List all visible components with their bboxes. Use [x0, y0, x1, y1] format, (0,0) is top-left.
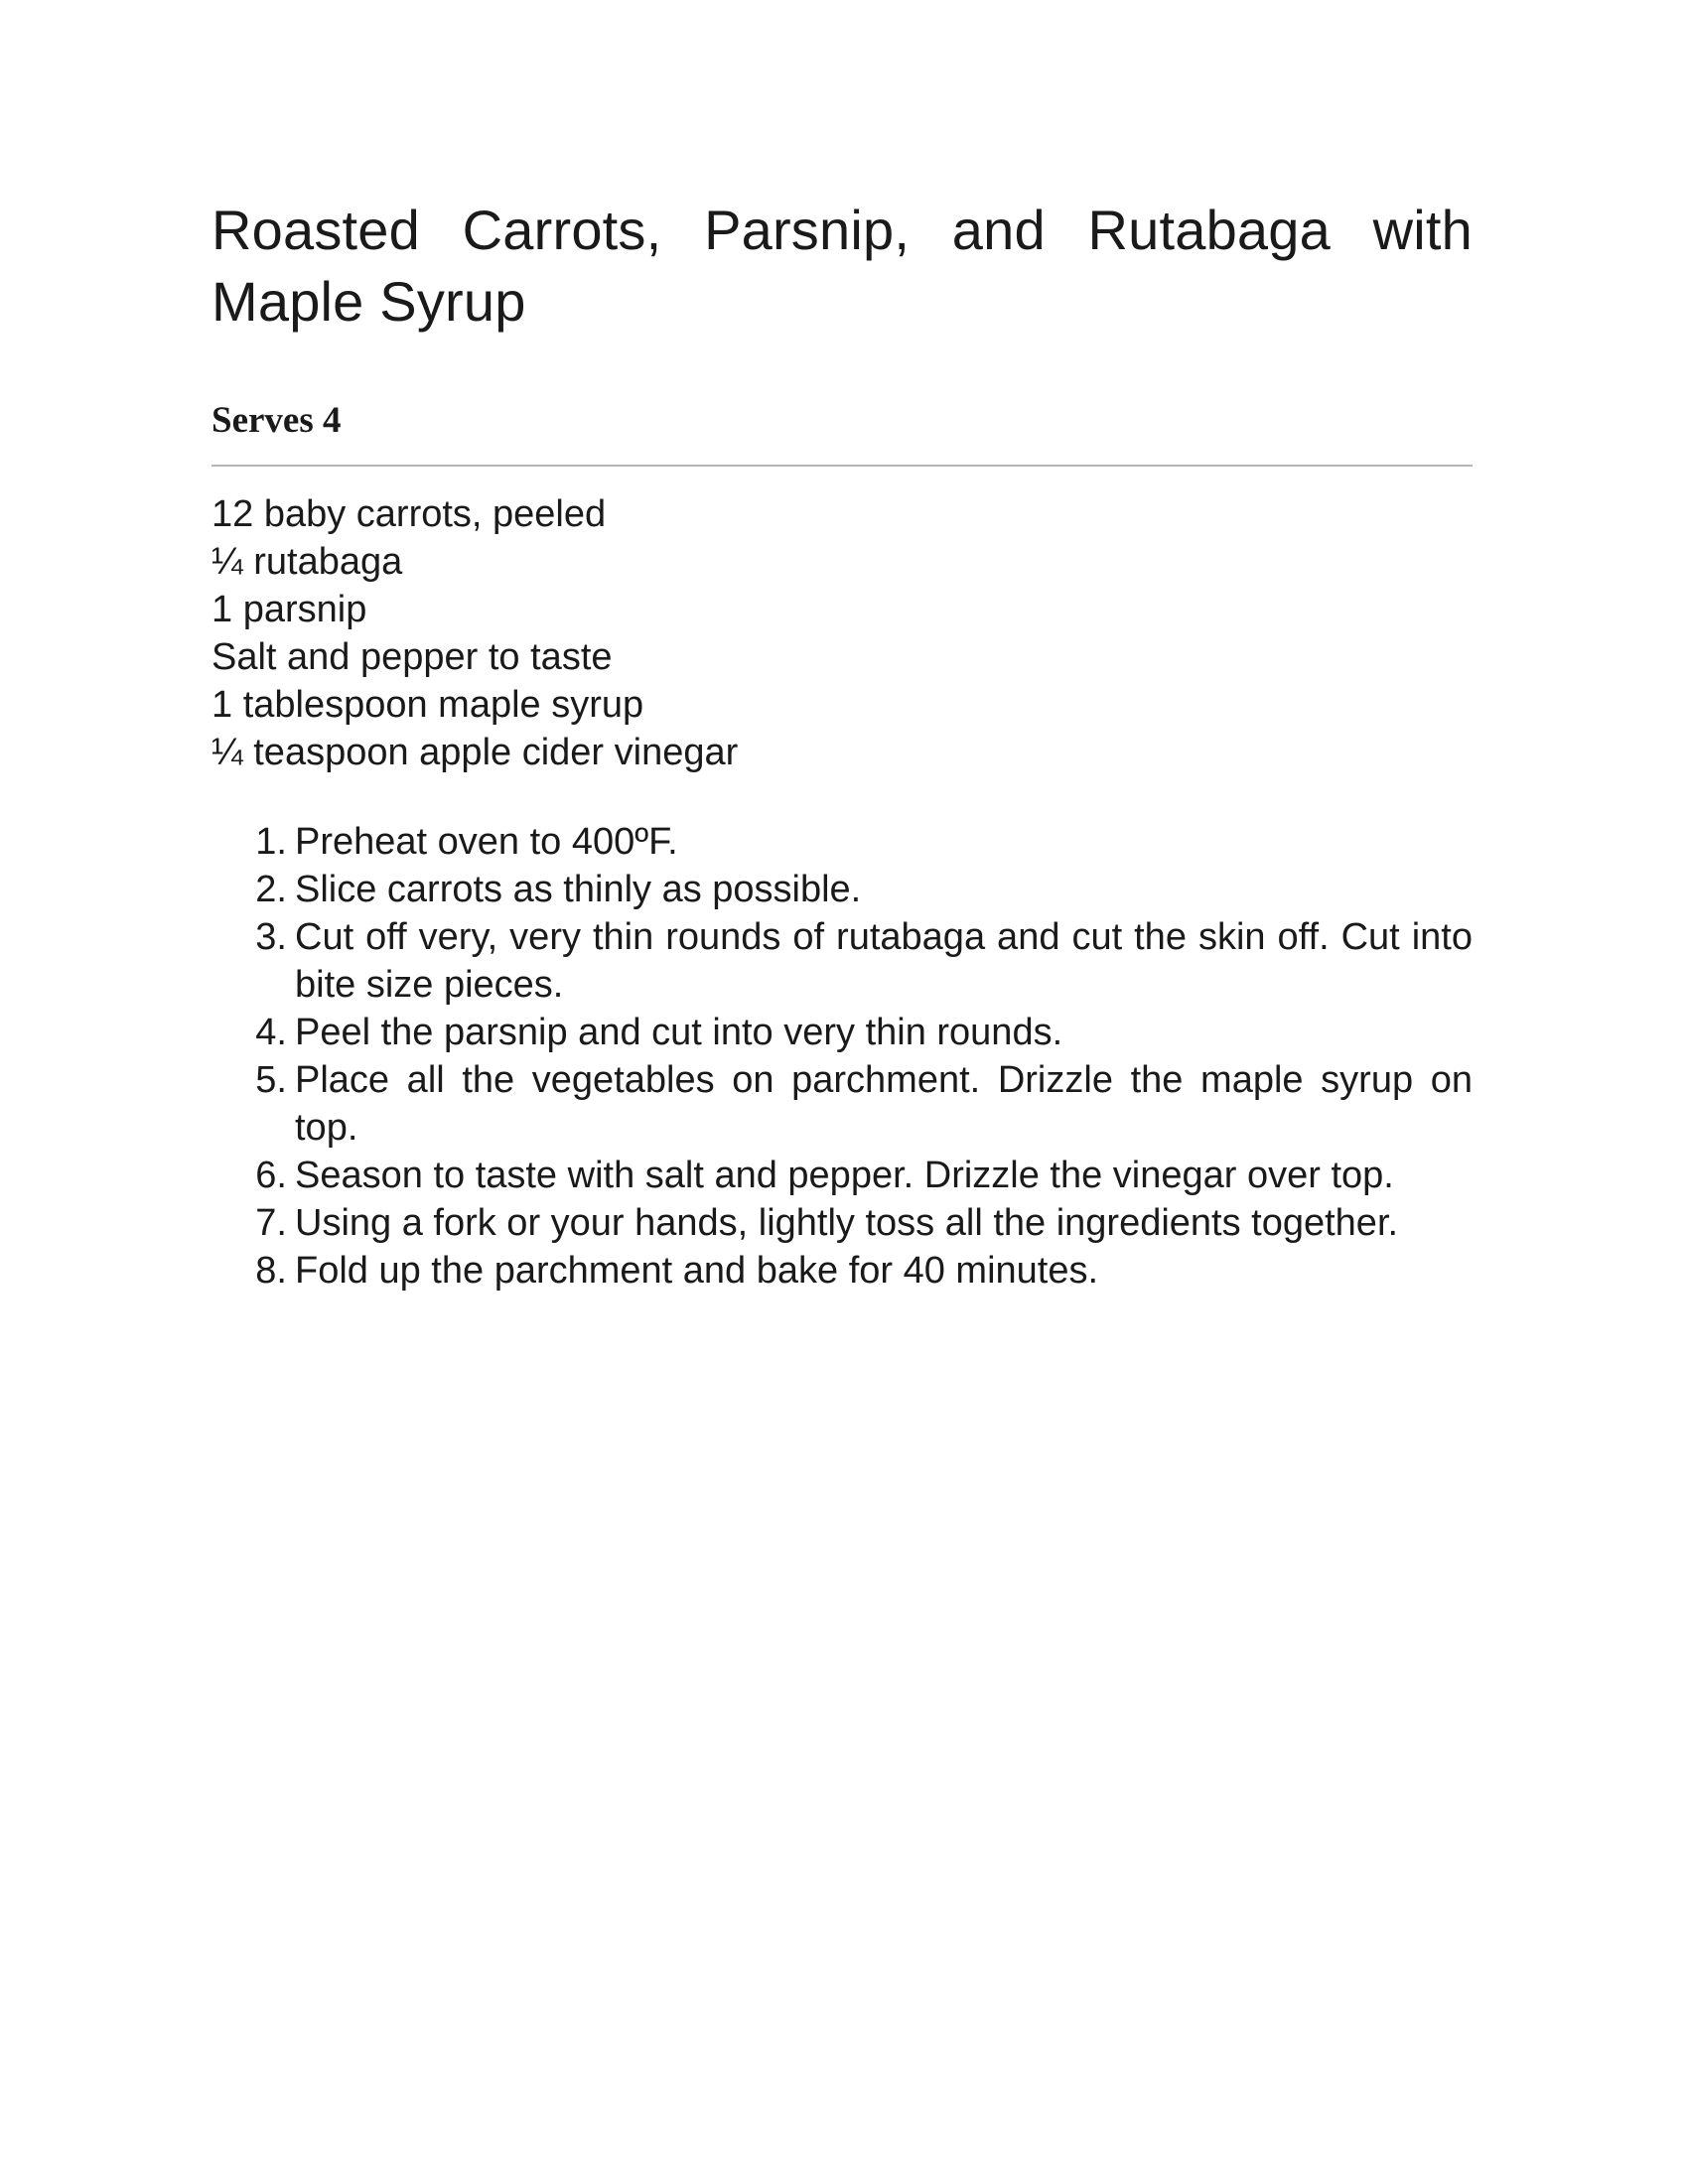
step-item [211, 913, 1473, 1009]
step-number: 1. [255, 821, 287, 863]
step-number: 8. [255, 1250, 287, 1292]
step-item [211, 1199, 1473, 1247]
step-number: 4. [255, 1012, 287, 1053]
step-number: 2. [255, 869, 287, 910]
ingredient-item: 1 tablespoon maple syrup [211, 684, 644, 726]
step-text: Season to taste with salt and pepper. Drizzle the vinegar over top. [295, 1155, 1394, 1196]
step-item [211, 1009, 1473, 1056]
step-number: 5. [255, 1059, 287, 1101]
ingredient-item: Salt and pepper to taste [211, 636, 613, 678]
recipe-title: Roasted Carrots, Parsnip, and Rutabaga with Maple Syrup [211, 199, 1473, 333]
serves-label: Serves 4 [211, 400, 342, 441]
step-text: Using a fork or your hands, lightly toss all the ingredients together. [295, 1202, 1399, 1244]
ingredient-item: 1 parsnip [211, 589, 367, 630]
step-text: Place all the vegetables on parchment. Drizzle the maple syrup on top. [295, 1059, 1473, 1149]
ingredient-item: 12 baby carrots, peeled [211, 493, 607, 535]
step-text: Peel the parsnip and cut into very thin rounds. [295, 1012, 1063, 1053]
step-item [211, 866, 1473, 913]
step-list [211, 818, 1473, 1295]
step-item [211, 818, 1473, 866]
step-item [211, 1152, 1473, 1199]
step-text: Fold up the parchment and bake for 40 minutes. [295, 1250, 1099, 1292]
step-number: 6. [255, 1155, 287, 1196]
step-text: Preheat oven to 400ºF. [295, 821, 678, 863]
step-text: Slice carrots as thinly as possible. [295, 869, 862, 910]
section-divider [211, 465, 1473, 467]
ingredient-list [211, 490, 1473, 776]
recipe-page [211, 195, 1473, 1292]
ingredient-item: ¼ rutabaga [211, 541, 403, 583]
ingredient-item: ¼ teaspoon apple cider vinegar [211, 732, 739, 773]
step-item [211, 1056, 1473, 1152]
step-number: 7. [255, 1202, 287, 1244]
step-number: 3. [255, 916, 287, 958]
step-item [211, 1247, 1473, 1295]
step-text: Cut off very, very thin rounds of rutabaga and cut the skin off. Cut into bite size pieces. [295, 916, 1473, 1006]
